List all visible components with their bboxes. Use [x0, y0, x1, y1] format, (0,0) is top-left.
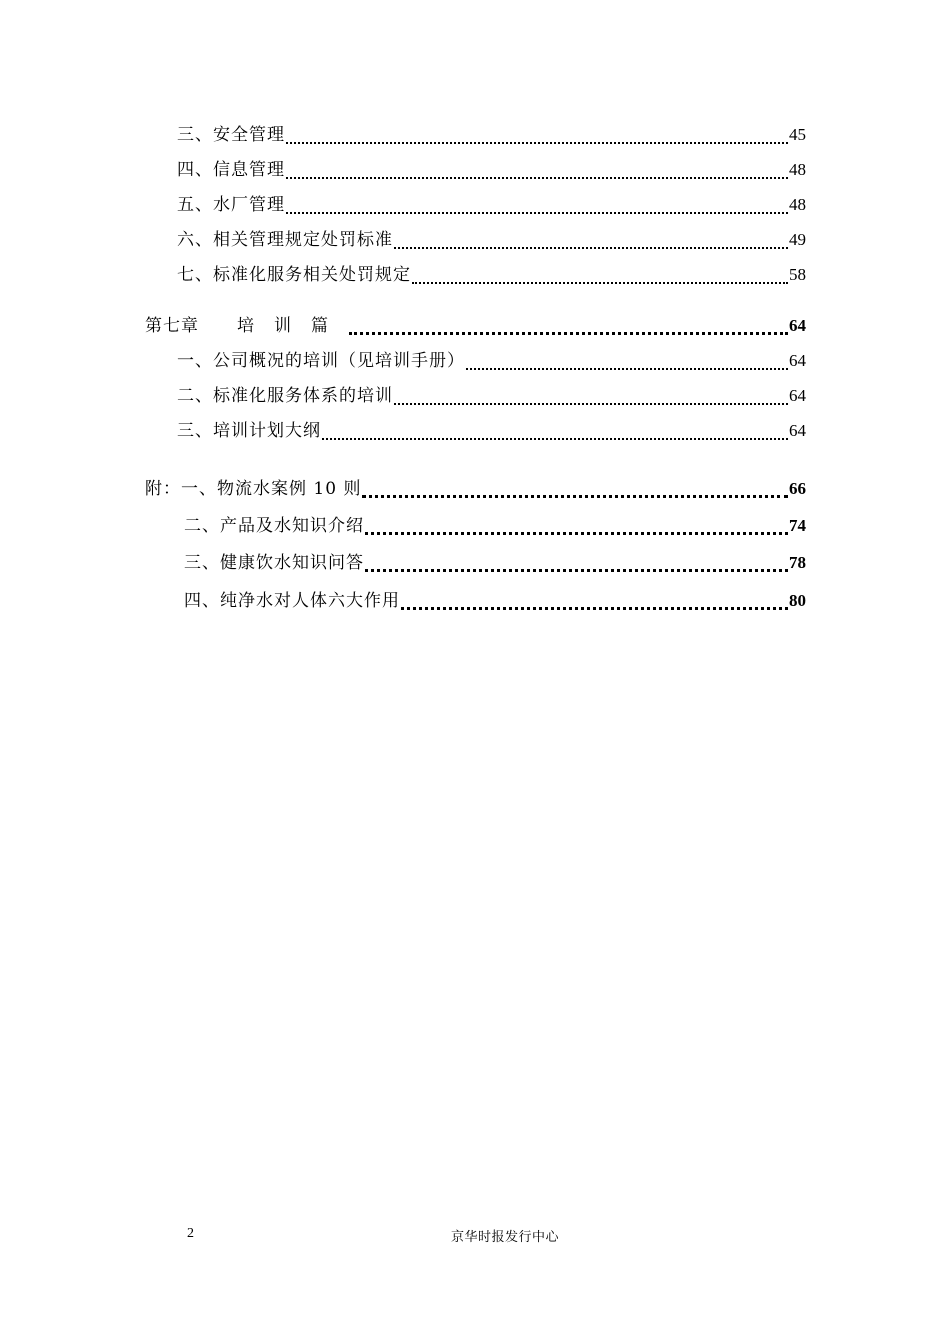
toc-appendix-entry[interactable]: [145, 476, 806, 502]
toc-entry-page: 58: [789, 265, 806, 284]
toc-dot-leader: [394, 383, 788, 405]
toc-entry-label: 一、公司概况的培训（见培训手册）: [177, 351, 465, 371]
toc-entry-label: 三、健康饮水知识问答: [184, 553, 364, 573]
toc-dot-leader: [286, 122, 788, 144]
toc-dot-leader: [365, 549, 788, 572]
toc-entry-label: 六、相关管理规定处罚标准: [177, 230, 393, 250]
toc-entry-page: 48: [789, 160, 806, 179]
chapter-title: 培训篇: [237, 316, 348, 336]
toc-entry-label: 四、信息管理: [177, 160, 285, 180]
toc-entry-page: 66: [789, 479, 806, 498]
toc-chapter-entry[interactable]: [145, 313, 806, 339]
toc-chapter-label: [145, 313, 348, 339]
toc-entry-label: 二、产品及水知识介绍: [184, 516, 364, 536]
footer-organization: 京华时报发行中心: [451, 1230, 560, 1245]
toc-entry-page: 64: [789, 351, 806, 370]
toc-entry-page: 45: [789, 125, 806, 144]
toc-entry-page: 64: [789, 386, 806, 405]
toc-dot-leader: [286, 157, 788, 179]
toc-entry[interactable]: [177, 348, 806, 374]
toc-dot-leader: [412, 262, 788, 284]
toc-dot-leader: [349, 312, 788, 335]
toc-entry[interactable]: [177, 157, 806, 183]
toc-dot-leader: [394, 227, 788, 249]
toc-entry[interactable]: [177, 122, 806, 148]
toc-entry-label: 附：一、物流水案例 10 则: [145, 479, 362, 499]
toc-entry-label: 四、纯净水对人体六大作用: [184, 591, 400, 611]
toc-appendix-entry[interactable]: [184, 588, 806, 614]
toc-appendix-entry[interactable]: [184, 550, 806, 576]
toc-appendix-entry[interactable]: [184, 513, 806, 539]
toc-entry-label: 二、标准化服务体系的培训: [177, 386, 393, 406]
toc-entry-label: 三、安全管理: [177, 125, 285, 145]
toc-dot-leader: [466, 348, 788, 370]
toc-entry-page: 64: [789, 421, 806, 440]
toc-dot-leader: [362, 475, 788, 498]
toc-dot-leader: [286, 192, 788, 214]
toc-entry-label: 三、培训计划大纲: [177, 421, 321, 441]
toc-dot-leader: [401, 587, 788, 610]
toc-entry[interactable]: [177, 262, 806, 288]
toc-dot-leader: [365, 512, 788, 535]
toc-entry-page: 64: [789, 316, 806, 335]
toc-entry-label: 七、标准化服务相关处罚规定: [177, 265, 411, 285]
footer-page-number: 2: [187, 1226, 194, 1241]
toc-entry[interactable]: [177, 192, 806, 218]
toc-entry-page: 78: [789, 553, 806, 572]
toc-entry-page: 49: [789, 230, 806, 249]
chapter-number: 第七章: [145, 316, 199, 336]
toc-entry-page: 74: [789, 516, 806, 535]
toc-entry[interactable]: [177, 383, 806, 409]
toc-entry[interactable]: [177, 418, 806, 444]
toc-entry-page: 80: [789, 591, 806, 610]
toc-entry-label: 五、水厂管理: [177, 195, 285, 215]
toc-entry[interactable]: [177, 227, 806, 253]
toc-dot-leader: [322, 418, 788, 440]
toc-entry-page: 48: [789, 195, 806, 214]
